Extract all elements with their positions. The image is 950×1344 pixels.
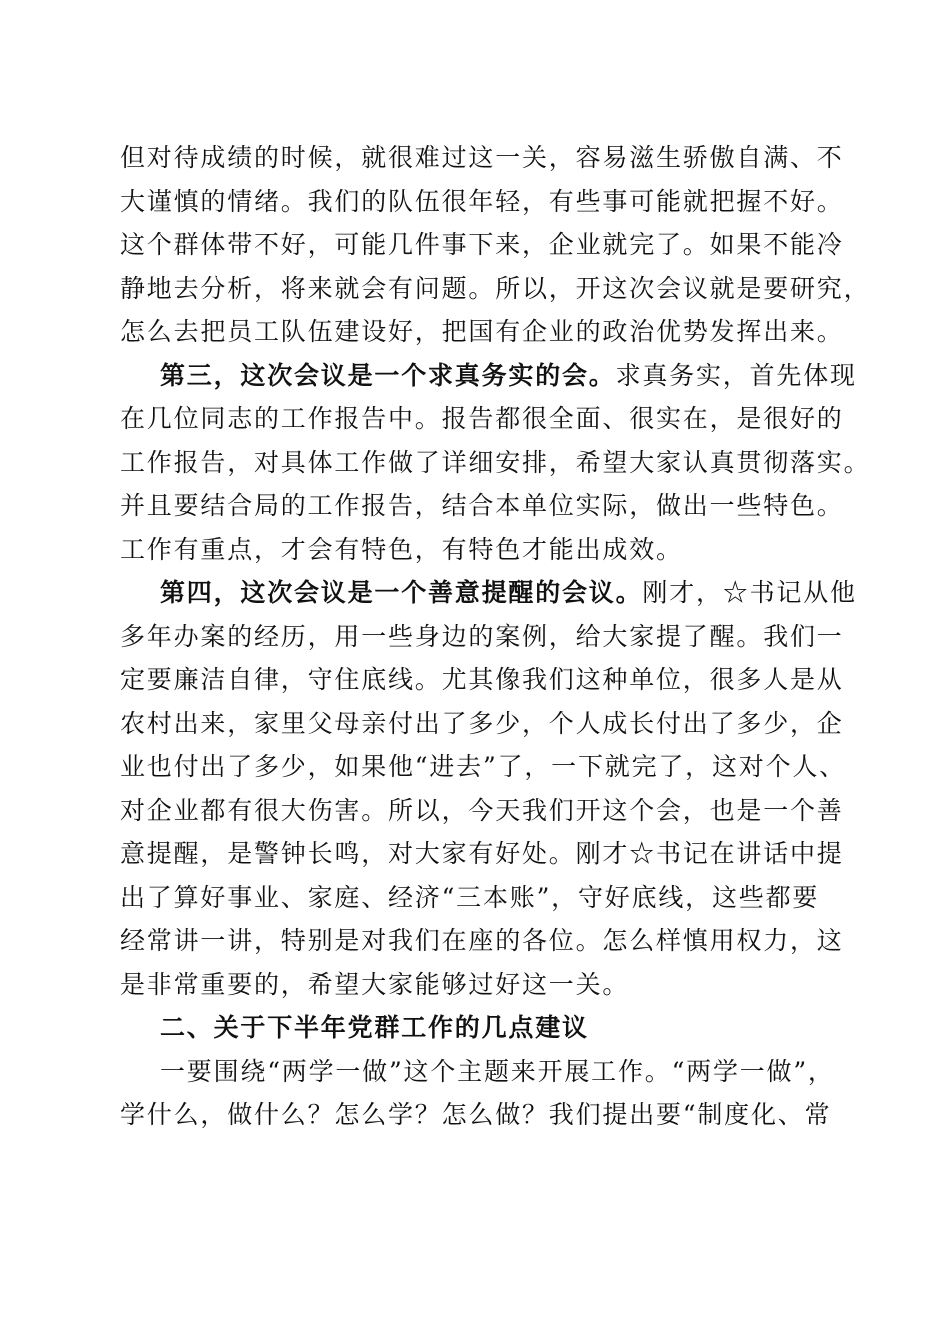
body-line: 意提醒，是警钟长鸣，对大家有好处。刚才☆书记在讲话中提 [120, 839, 844, 868]
paragraph-third-first-rest: 求真务实，首先体现 [615, 360, 857, 390]
body-line: 工作报告，对具体工作做了详细安排，希望大家认真贯彻落实。 [120, 447, 871, 477]
paragraph-fourth-lead: 第四，这次会议是一个善意提醒的会议。 [160, 578, 643, 607]
body-line: 怎么去把员工队伍建设好，把国有企业的政治优势发挥出来。 [120, 317, 844, 346]
body-line: 是非常重要的，希望大家能够过好这一关。 [120, 969, 630, 999]
body-line: 大谨慎的情绪。我们的队伍很年轻，有些事可能就把握不好。 [120, 186, 844, 216]
section-heading: 二、关于下半年党群工作的几点建议 [160, 1013, 589, 1042]
body-line: 在几位同志的工作报告中。报告都很全面、很实在，是很好的 [120, 404, 844, 433]
paragraph-fourth-first-line [120, 571, 857, 615]
body-line: 并且要结合局的工作报告，结合本单位实际，做出一些特色。 [120, 491, 844, 520]
body-line: 对企业都有很大伤害。所以，今天我们开这个会，也是一个善 [120, 795, 844, 825]
body-line: 定要廉洁自律，守住底线。尤其像我们这种单位，很多人是从 [120, 665, 844, 694]
body-line: 多年办案的经历，用一些身边的案例，给大家提了醒。我们一 [120, 621, 844, 651]
paragraph-third-first-line [120, 354, 857, 398]
paragraph-fifth-first-line: 一要围绕“两学一做”这个主题来开展工作。“两学一做”， [160, 1056, 835, 1086]
body-line: 农村出来，家里父母亲付出了多少，个人成长付出了多少，企 [120, 708, 844, 738]
body-line: 出了算好事业、家庭、经济“三本账”，守好底线，这些都要 [120, 882, 820, 912]
body-line: 这个群体带不好，可能几件事下来，企业就完了。如果不能冷 [120, 230, 844, 259]
body-line: 静地去分析，将来就会有问题。所以，开这次会议就是要研究， [120, 273, 871, 303]
body-line: 但对待成绩的时候，就很难过这一关，容易滋生骄傲自满、不 [120, 143, 844, 172]
paragraph-fourth-first-rest: 刚才，☆书记从他 [642, 578, 857, 607]
body-line: 业也付出了多少，如果他“进去”了，一下就完了，这对个人、 [120, 752, 846, 781]
body-line: 学什么，做什么？怎么学？怎么做？我们提出要“制度化、常 [120, 1100, 832, 1129]
document-body [120, 136, 871, 1137]
body-line: 经常讲一讲，特别是对我们在座的各位。怎么样慎用权力，这 [120, 926, 844, 955]
paragraph-third-lead: 第三，这次会议是一个求真务实的会。 [160, 360, 616, 390]
body-line: 工作有重点，才会有特色，有特色才能出成效。 [120, 534, 683, 564]
